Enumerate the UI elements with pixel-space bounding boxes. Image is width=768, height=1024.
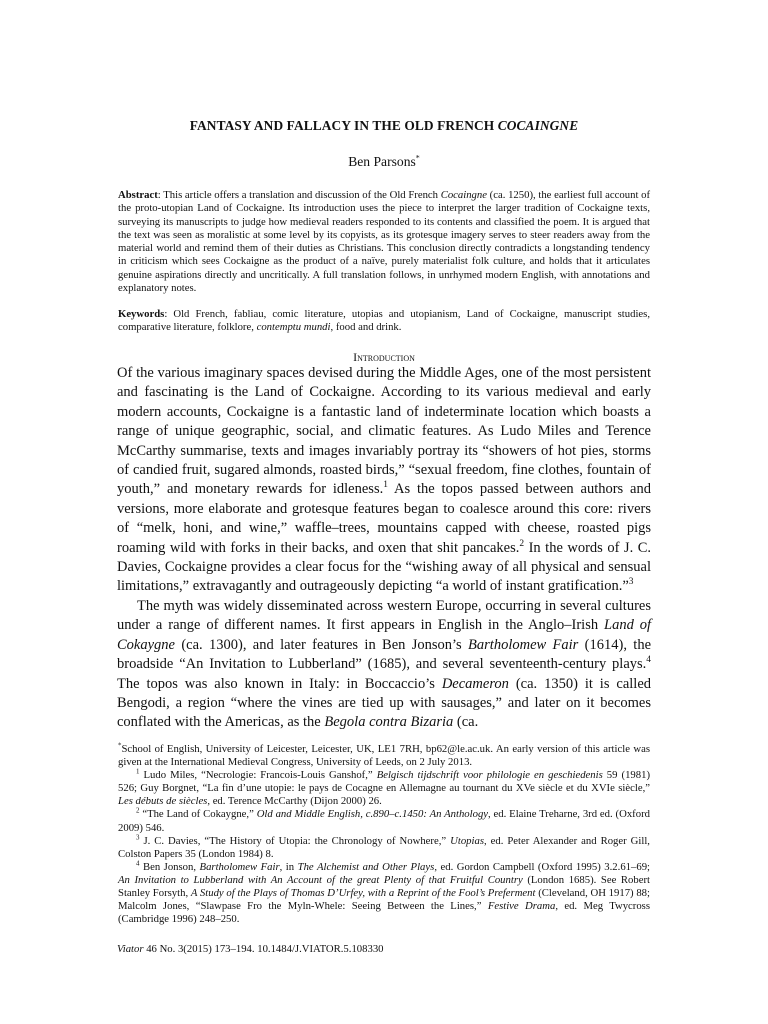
footnote-mark: 1 bbox=[136, 767, 140, 776]
body-italic: Land of Cokaygne bbox=[117, 617, 651, 653]
body-span: (ca. 1300), and later features in Ben Jonson’s bbox=[174, 636, 469, 653]
footnote-ref[interactable]: 4 bbox=[646, 655, 651, 666]
body-span: (ca. 1350) it is called Bengodi, a region “where the vines are tied up with sausages,” and later on it becomes conflated with the Americas, as the bbox=[117, 675, 652, 731]
footnote-ref[interactable]: 1 bbox=[383, 480, 388, 491]
footnote-3 bbox=[118, 835, 650, 861]
keywords-label: Keywords bbox=[118, 308, 165, 320]
footnote-mark: 3 bbox=[136, 833, 140, 842]
footnote-text: 59 (1981) 526; Guy Borgnet, “La fin d’une utopie: le pays de Cocagne en Allemagne au tournant du XVe siècle et du XVIe siècle,” bbox=[118, 769, 650, 795]
title-text: FANTASY AND FALLACY IN THE OLD FRENCH bbox=[189, 118, 498, 133]
footnote-text: , ed. Elaine Treharne, 3rd ed. (Oxford 2009) 546. bbox=[118, 808, 650, 834]
keywords bbox=[118, 308, 650, 335]
footnote-italic: Festive Drama bbox=[487, 900, 556, 913]
body-italic: Begola contra Bizaria bbox=[324, 714, 454, 731]
body-italic: Decameron bbox=[441, 675, 509, 692]
footnote-mark: * bbox=[118, 741, 122, 750]
footnote-italic: A Study of the Plays of Thomas D’Urfey, with a Reprint of the Fool’s Preferment bbox=[190, 887, 536, 900]
footnote-ref[interactable]: 3 bbox=[628, 577, 634, 588]
body-text bbox=[117, 364, 651, 733]
journal-citation bbox=[117, 943, 384, 955]
author-text: Ben Parsons bbox=[348, 154, 416, 169]
footnote-author bbox=[118, 743, 650, 769]
keywords-text: , food and drink. bbox=[330, 321, 402, 334]
body-span: (ca. bbox=[453, 714, 479, 731]
footnote-2 bbox=[118, 808, 650, 834]
body-span: In the words of J. C. Davies, Cockaigne provides a clear focus for the “wishing away of all physical and sensual limitations,” extravagantly and outrageously depicting “a world of instant gratification.” bbox=[117, 539, 651, 595]
footnote-text: School of English, University of Leicester, Leicester, UK, LE1 7RH, bp62@le.ac.uk. An early version of this article was given at the International Medieval Congress, University of Leeds, on 2 July 2013. bbox=[118, 743, 650, 769]
body-span: Of the various imaginary spaces devised during the Middle Ages, one of the most persistent and fascinating is the Land of Cockaigne. According to its various medieval and early modern accounts, Cockaigne is a fantastic land of indeterminate location which boasts a range of unique geographic, social, and climatic features. As Ludo Miles and Terence McCarthy summarise, texts and images invariably portray its “showers of hot pies, storms of candied fruit, sugared almonds, roasted birds,” “sexual freedom, fine clothes, fountain of youth,” and monetary rewards for idleness. bbox=[117, 365, 651, 498]
footnote-text: Ludo Miles, “Necrologie: Francois-Louis Ganshof,” bbox=[139, 769, 377, 782]
footnote-text: , ed. Terence McCarthy (Dijon 2000) 26. bbox=[207, 795, 382, 808]
journal-citation-text: 46 No. 3(2015) 173–194. 10.1484/J.VIATOR.5.108330 bbox=[143, 943, 384, 955]
abstract-italic: Cocaingne bbox=[440, 189, 487, 201]
footnote-1 bbox=[118, 769, 650, 808]
title-italic-text: COCAINGNE bbox=[497, 118, 579, 133]
body-span: The topos was also known in Italy: in Boccaccio’s bbox=[117, 675, 442, 692]
footnote-italic: The Alchemist and Other Plays bbox=[297, 860, 435, 873]
footnotes bbox=[118, 743, 650, 926]
keywords-text: : Old French, fabliau, comic literature, utopias and utopianism, Land of Cockaigne, manuscript studies, comparative literature, folklore, bbox=[118, 308, 650, 334]
footnote-4 bbox=[118, 861, 650, 926]
footnote-mark: 4 bbox=[136, 859, 140, 868]
section-heading: Introduction bbox=[353, 350, 415, 364]
footnote-text: (Cleveland, OH 1917) 88; Malcolm Jones, “Slawpase Fro the Myln-Whele: Seeing Between the Lines,” bbox=[118, 887, 650, 913]
footnote-italic: Bartholomew Fair bbox=[199, 860, 280, 873]
author-name bbox=[117, 154, 651, 170]
journal-name: Viator bbox=[117, 943, 144, 955]
footnote-text: J. C. Davies, “The History of Utopia: the Chronology of Nowhere,” bbox=[139, 834, 451, 847]
abstract-text: : This article offers a translation and discussion of the Old French bbox=[157, 189, 441, 201]
footnote-text: “The Land of Cokaygne,” bbox=[139, 808, 257, 821]
paragraph bbox=[117, 364, 651, 597]
footnote-text: , ed. Meg Twycross (Cambridge 1996) 248–250. bbox=[118, 900, 651, 926]
footnote-italic: Belgisch tijdschrift voor philologie en geschiedenis bbox=[376, 769, 603, 782]
footnote-text: , ed. Peter Alexander and Roger Gill, Colston Papers 35 (London 1984) 8. bbox=[118, 834, 650, 860]
footnote-ref[interactable]: 2 bbox=[519, 538, 525, 549]
abstract-label: Abstract bbox=[118, 189, 158, 201]
footnote-mark: 2 bbox=[136, 806, 140, 815]
footnote-italic: Les débuts de siècles bbox=[118, 795, 208, 808]
keywords-italic: contemptu mundi bbox=[256, 321, 331, 334]
paragraph bbox=[117, 597, 651, 733]
footnote-text: , ed. Gordon Campbell (Oxford 1995) 3.2.61–69; bbox=[434, 860, 651, 873]
footnote-text: (London 1685). See Robert Stanley Forsyth, bbox=[118, 873, 650, 900]
footnote-text: Ben Jonson, bbox=[139, 860, 200, 873]
author-footnote-mark: * bbox=[415, 153, 420, 163]
abstract-text: (ca. 1250), the earliest full account of the proto-utopian Land of Cockaigne. Its introduction uses the piece to interpret the larger tradition of Cockaigne texts, surveying its manuscripts to judge how medieval readers responded to its contents and classified the poem. It is argued that the text was seen as moralistic at some level by its copyists, as its grotesque imagery serves to steer readers away from the material world and remind them of their duties as Christians. This conclusion directly contradicts a longstanding tendency in criticism which sees Cockaigne as the product of a naïve, purely materialist folk culture, and holds that it articulates genuine aspirations directly and uncritically. A full translation follows, in unrhymed modern English, with annotations and explanatory notes. bbox=[118, 189, 650, 295]
article-title bbox=[117, 118, 651, 134]
footnote-text: , in bbox=[279, 860, 298, 873]
body-span: As the topos passed between authors and versions, more elaborate and grotesque features began to coalesce around this core: rivers of “melk, honi, and wine,” waffle–trees, mountains capped with cheese, roasted pigs roaming wild with forks in their backs, and oxen that shit pancakes. bbox=[117, 481, 651, 556]
footnote-italic: An Invitation to Lubberland with An Account of the great Plenty of that Fruitful Country bbox=[118, 873, 523, 886]
abstract bbox=[118, 189, 650, 295]
body-span: The myth was widely disseminated across western Europe, occurring in several cultures under a range of different names. It first appears in English in the Anglo–Irish bbox=[117, 597, 651, 634]
body-span: (1614), the broadside “An Invitation to Lubberland” (1685), and several seventeenth-century plays. bbox=[117, 636, 651, 673]
footnote-italic: Utopias bbox=[450, 834, 484, 847]
footnote-italic: Old and Middle English, c.890–c.1450: An Anthology bbox=[256, 808, 489, 821]
body-italic: Bartholomew Fair bbox=[468, 636, 579, 653]
